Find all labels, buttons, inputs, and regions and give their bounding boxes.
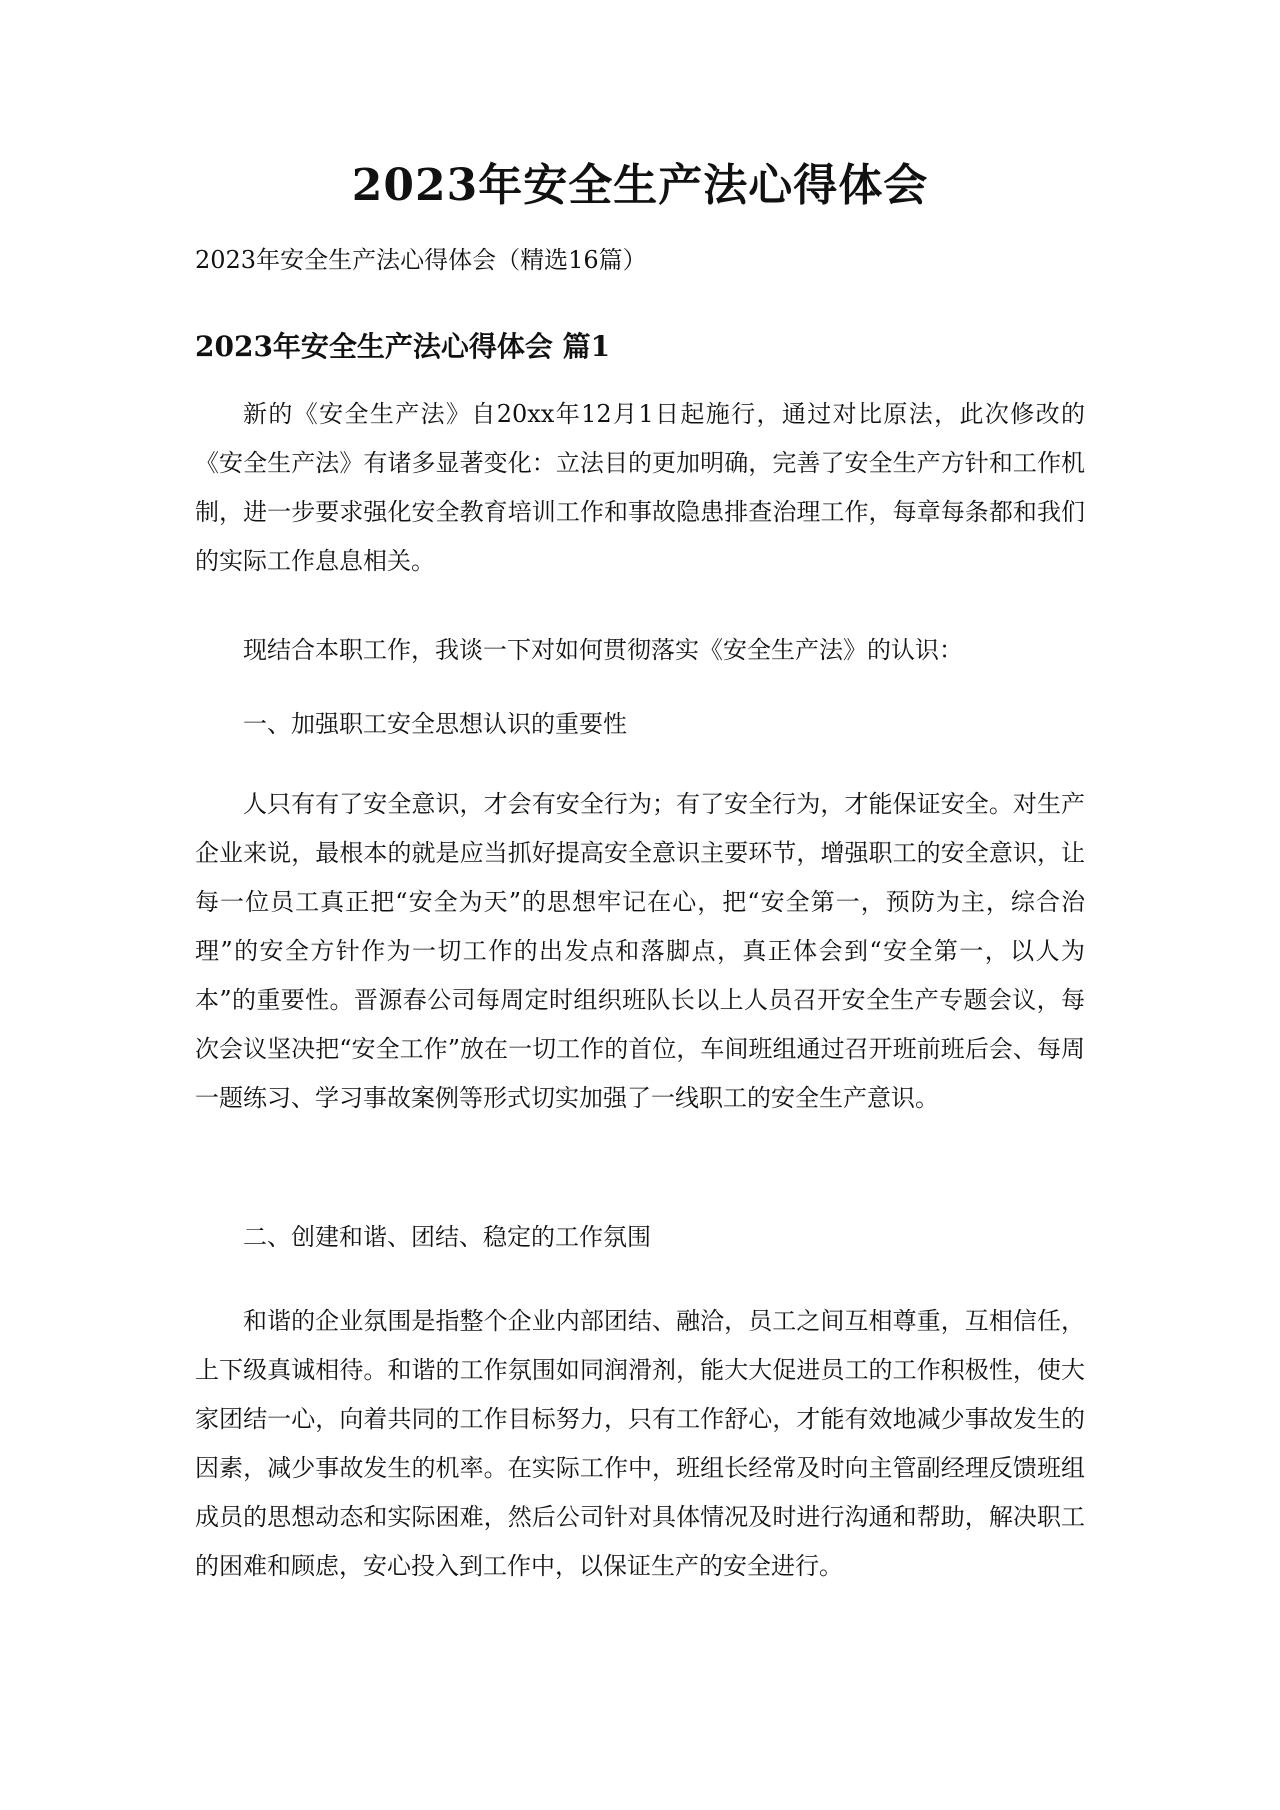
subheading-two: 二、创建和谐、团结、稳定的工作氛围 (243, 1223, 651, 1251)
document-subtitle: 2023年安全生产法心得体会（精选16篇） (195, 246, 647, 274)
paragraph-safety-awareness: 人只有有了安全意识，才会有安全行为；有了安全行为，才能保证安全。对生产企业来说，最根本的就是应当抓好提高安全意识主要环节，增强职工的安全意识，让每一位员工真正把“安全为天”的思想牢记在心，把“安全第一，预防为主，综合治理”的安全方针作为一切工作的出发点和落脚点，真正体会到“安全第一，以人为本”的重要性。晋源春公司每周定时组织班队长以上人员召开安全生产专题会议，每次会议坚决把“安全工作”放在一切工作的首位，车间班组通过召开班前班后会、每周一题练习、学习事故案例等形式切实加强了一线职工的安全生产意识。 (195, 790, 1085, 1112)
paragraph-intro: 新的《安全生产法》自20xx年12月1日起施行，通过对比原法，此次修改的《安全生产法》有诸多显著变化：立法目的更加明确，完善了安全生产方针和工作机制，进一步要求强化安全教育培训工作和事故隐患排查治理工作，每章每条都和我们的实际工作息息相关。 (195, 400, 1085, 575)
document-title: 2023年安全生产法心得体会 (351, 160, 929, 211)
section-heading: 2023年安全生产法心得体会 篇1 (195, 330, 611, 363)
paragraph-statement: 现结合本职工作，我谈一下对如何贯彻落实《安全生产法》的认识： (243, 636, 963, 664)
paragraph-harmony: 和谐的企业氛围是指整个企业内部团结、融洽，员工之间互相尊重，互相信任，上下级真诚相待。和谐的工作氛围如同润滑剂，能大大促进员工的工作积极性，使大家团结一心，向着共同的工作目标努力，只有工作舒心，才能有效地减少事故发生的因素，减少事故发生的机率。在实际工作中，班组长经常及时向主管副经理反馈班组成员的思想动态和实际困难，然后公司针对具体情况及时进行沟通和帮助，解决职工的困难和顾虑，安心投入到工作中，以保证生产的安全进行。 (195, 1307, 1085, 1580)
subheading-one: 一、加强职工安全思想认识的重要性 (243, 710, 627, 738)
